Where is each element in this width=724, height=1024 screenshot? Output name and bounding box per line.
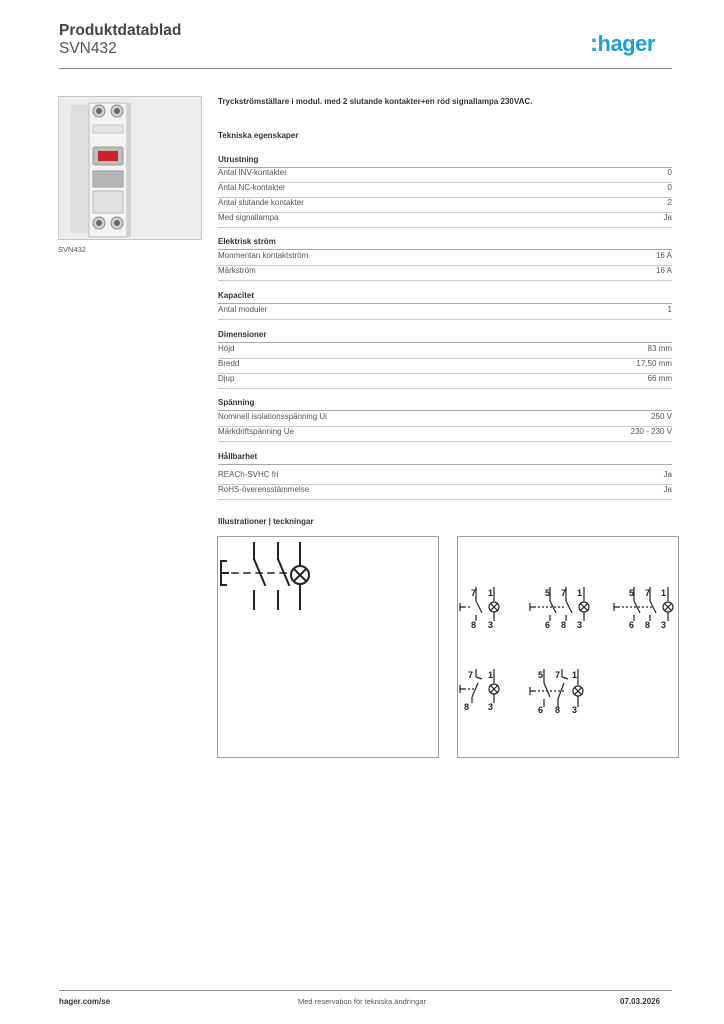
terminal-label: 7 bbox=[561, 588, 567, 598]
terminal-label: 8 bbox=[561, 620, 567, 630]
product-code: SVN432 bbox=[59, 40, 117, 57]
spec-row: Antal slutande kontakter 2 bbox=[218, 198, 672, 213]
brand-logo: :hager bbox=[590, 30, 655, 57]
terminal-label: 8 bbox=[471, 620, 477, 630]
terminal-label: 6 bbox=[545, 620, 551, 630]
spec-row: Märkdriftspänning Ue 230 - 230 V bbox=[218, 427, 672, 442]
footer-website-link[interactable]: hager.com/se bbox=[59, 997, 111, 1006]
spec-row: RoHS-överensstämmelse Ja bbox=[218, 485, 672, 500]
product-image bbox=[58, 96, 202, 240]
spec-row: REACh-SVHC fri Ja bbox=[218, 470, 672, 485]
illustrations-heading: Illustrationer | teckningar bbox=[218, 517, 314, 526]
terminal-label: 3 bbox=[572, 705, 578, 715]
terminal-label: 3 bbox=[661, 620, 667, 630]
modular-switch-drawing bbox=[59, 97, 201, 239]
spec-row: Antal NC-kontakter 0 bbox=[218, 183, 672, 198]
terminal-label: 1 bbox=[661, 588, 667, 598]
spec-row: Nominell isolationsspänning Ui 250 V bbox=[218, 412, 672, 427]
header-divider bbox=[59, 68, 672, 69]
spec-row: Monmentan kontaktström 16 A bbox=[218, 251, 672, 266]
spec-row: Bredd 17,50 mm bbox=[218, 359, 672, 374]
terminal-label: 7 bbox=[471, 588, 477, 598]
section-heading-hallbarhet: Hållbarhet bbox=[218, 452, 672, 465]
terminal-label: 6 bbox=[629, 620, 635, 630]
push-switch-symbol bbox=[218, 537, 438, 757]
terminal-label: 3 bbox=[488, 702, 494, 712]
section-heading-kapacitet: Kapacitet bbox=[218, 291, 672, 304]
footer-disclaimer: Med reservation för tekniska ändringar bbox=[298, 997, 426, 1006]
terminal-label: 1 bbox=[488, 670, 494, 680]
spec-row: Märkström 16 A bbox=[218, 266, 672, 281]
spec-row: Antal moduler 1 bbox=[218, 305, 672, 320]
terminal-label: 7 bbox=[645, 588, 651, 598]
schematic-symbol-box bbox=[217, 536, 439, 758]
spec-row: Med signallampa Ja bbox=[218, 213, 672, 228]
image-caption: SVN432 bbox=[58, 245, 86, 254]
spec-row: Antal INV-kontakter 0 bbox=[218, 168, 672, 183]
terminal-label: 1 bbox=[572, 670, 578, 680]
terminal-label: 8 bbox=[645, 620, 651, 630]
terminal-label: 7 bbox=[555, 670, 561, 680]
product-description: Tryckströmställare i modul. med 2 slutande kontakter+en röd signallampa 230VAC. bbox=[218, 97, 533, 106]
terminal-label: 6 bbox=[538, 705, 544, 715]
wiring-diagrams-box bbox=[457, 536, 679, 758]
document-title: Produktdatablad bbox=[59, 22, 182, 39]
spec-row: Djup 66 mm bbox=[218, 374, 672, 389]
terminal-label: 8 bbox=[464, 702, 470, 712]
footer-date: 07.03.2026 bbox=[620, 997, 661, 1006]
wiring-diagrams bbox=[458, 537, 678, 757]
terminal-label: 7 bbox=[468, 670, 474, 680]
section-heading-utrustning: Utrustning bbox=[218, 155, 672, 168]
section-heading-spanning: Spänning bbox=[218, 398, 672, 411]
terminal-label: 3 bbox=[577, 620, 583, 630]
section-heading-elektrisk-strom: Elektrisk ström bbox=[218, 237, 672, 250]
terminal-label: 5 bbox=[629, 588, 635, 598]
spec-row: Höjd 83 mm bbox=[218, 344, 672, 359]
terminal-label: 5 bbox=[538, 670, 544, 680]
terminal-label: 3 bbox=[488, 620, 494, 630]
terminal-label: 1 bbox=[577, 588, 583, 598]
footer-divider bbox=[59, 990, 672, 991]
terminal-label: 8 bbox=[555, 705, 561, 715]
terminal-label: 5 bbox=[545, 588, 551, 598]
section-heading-dimensioner: Dimensioner bbox=[218, 330, 672, 343]
tech-properties-heading: Tekniska egenskaper bbox=[218, 131, 299, 140]
terminal-label: 1 bbox=[488, 588, 494, 598]
